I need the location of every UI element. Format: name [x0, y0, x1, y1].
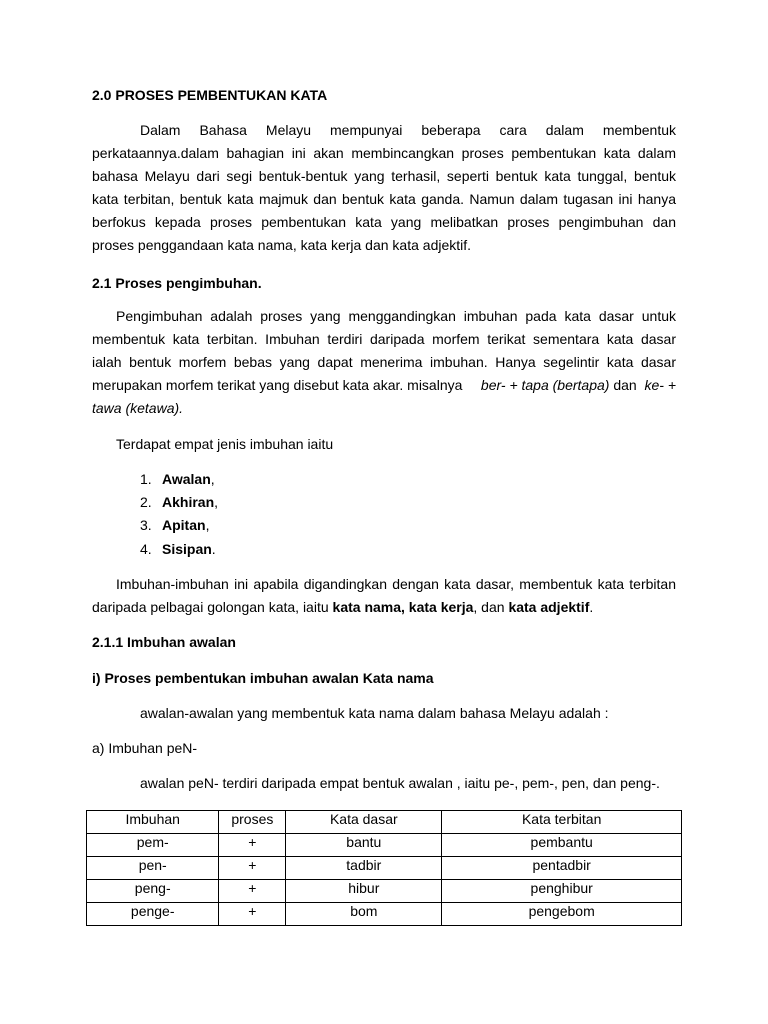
table-row — [87, 903, 682, 926]
paragraph-line — [92, 378, 676, 392]
paragraph-line: awalan-awalan yang membentuk kata nama dalam bahasa Melayu adalah : — [140, 705, 609, 721]
table-row — [87, 857, 682, 880]
intro-line: berfokus kepada proses pembentukan kata yang melibatkan proses pengimbuhan dan — [92, 214, 676, 230]
subsection-title: i) Proses pembentukan imbuhan awalan Kata nama — [92, 670, 434, 686]
subsection-label: a) Imbuhan peN- — [92, 740, 198, 756]
types-intro: Terdapat empat jenis imbuhan iaitu — [116, 436, 334, 452]
imbuhan-table — [86, 810, 682, 926]
intro-line: proses penggandaan kata nama, kata kerja dan kata adjektif. — [92, 237, 472, 253]
table-row — [87, 834, 682, 857]
table-row — [87, 880, 682, 903]
paragraph-line: membentuk kata terbitan. Imbuhan terdiri daripada morfem terikat sementara kata dasar — [92, 331, 676, 347]
table-cell: + — [219, 880, 286, 903]
emphasis-text: kata nama, kata kerja — [332, 599, 474, 615]
table-cell: bom — [286, 903, 442, 926]
conjunction-text: dan — [613, 377, 637, 393]
table-cell: pentadbir — [442, 857, 682, 880]
table-cell: + — [219, 903, 286, 926]
table-cell: hibur — [286, 880, 442, 903]
table-header-row — [87, 811, 682, 834]
paragraph-line: Pengimbuhan adalah proses yang menggandingkan imbuhan pada kata dasar untuk — [116, 308, 676, 324]
table-cell: tadbir — [286, 857, 442, 880]
paragraph-text: merupakan morfem terikat yang disebut kata akar. misalnya — [92, 377, 463, 393]
emphasis-text: kata adjektif — [508, 599, 590, 615]
intro-line: Dalam Bahasa Melayu mempunyai beberapa cara dalam membentuk — [140, 122, 676, 138]
paragraph-line — [92, 401, 183, 415]
example-text: tawa (ketawa). — [92, 400, 184, 416]
table-cell: penghibur — [442, 880, 682, 903]
table-cell: pem- — [87, 834, 219, 857]
table-cell: pen- — [87, 857, 219, 880]
intro-line: bahasa Melayu dari segi bentuk-bentuk yang terhasil, seperti bentuk kata tunggal, bentuk — [92, 168, 676, 184]
table-cell: + — [219, 857, 286, 880]
column-header: proses — [219, 811, 286, 834]
paragraph-line: awalan peN- terdiri daripada empat bentuk awalan , iaitu pe-, pem-, pen, dan peng-. — [140, 775, 660, 791]
intro-line: kata terbitan, bentuk kata majmuk dan bentuk kata ganda. Namun dalam tugasan ini hanya — [92, 191, 676, 207]
section-title: 2.0 PROSES PEMBENTUKAN KATA — [92, 87, 328, 103]
column-header: Imbuhan — [87, 811, 219, 834]
table-cell: pembantu — [442, 834, 682, 857]
list-item: 2. Akhiran, — [140, 494, 219, 510]
column-header: Kata dasar — [286, 811, 442, 834]
example-text: ke- + — [644, 377, 676, 393]
list-item: 4. Sisipan. — [140, 541, 216, 557]
subsection-title: 2.1.1 Imbuhan awalan — [92, 634, 236, 650]
list-item: 3. Apitan, — [140, 517, 210, 533]
list-item: 1. Awalan, — [140, 471, 215, 487]
paragraph-line: daripada pelbagai golongan kata, iaitu kata nama, kata kerja, dan kata adjektif. — [92, 599, 594, 615]
table-cell: peng- — [87, 880, 219, 903]
subsection-title: 2.1 Proses pengimbuhan. — [92, 275, 262, 291]
table-cell: + — [219, 834, 286, 857]
table-cell: penge- — [87, 903, 219, 926]
paragraph-line: ialah bentuk morfem bebas yang dapat menerima imbuhan. Hanya segelintir kata dasar — [92, 354, 676, 370]
table-cell: bantu — [286, 834, 442, 857]
column-header: Kata terbitan — [442, 811, 682, 834]
paragraph-line: Imbuhan-imbuhan ini apabila digandingkan dengan kata dasar, membentuk kata terbitan — [116, 576, 676, 592]
intro-line: perkataannya.dalam bahagian ini akan membincangkan proses pembentukan kata dalam — [92, 145, 676, 161]
table-cell: pengebom — [442, 903, 682, 926]
example-text: ber- + tapa (bertapa) — [480, 377, 610, 393]
